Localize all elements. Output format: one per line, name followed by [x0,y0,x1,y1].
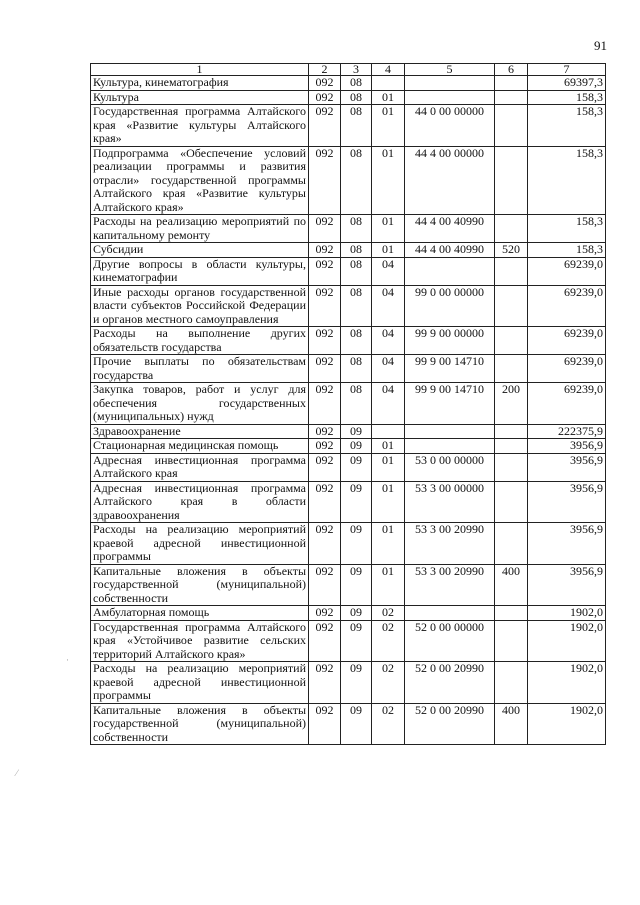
cell-amount: 69397,3 [528,76,606,91]
table-row [91,662,606,704]
cell-section-code: 08 [341,243,372,258]
scan-artifact: · [66,655,69,665]
cell-amount: 69239,0 [528,355,606,383]
cell-expense-type: 400 [495,564,528,606]
cell-expense-type [495,606,528,621]
table-row [91,383,606,425]
cell-subsection-code: 04 [372,383,405,425]
table-row [91,564,606,606]
cell-target-code [405,606,495,621]
cell-expense-type [495,76,528,91]
cell-name: Закупка товаров, работ и услуг для обеспечения государственных (муниципальных) нужд [91,383,309,425]
column-header: 5 [405,64,495,76]
table-row [91,90,606,105]
table-row [91,76,606,91]
cell-ministry-code: 092 [309,620,341,662]
cell-target-code: 99 0 00 00000 [405,285,495,327]
table-row [91,453,606,481]
cell-section-code: 09 [341,453,372,481]
cell-ministry-code: 092 [309,383,341,425]
cell-section-code: 09 [341,564,372,606]
cell-amount: 3956,9 [528,564,606,606]
cell-amount: 1902,0 [528,620,606,662]
cell-name: Другие вопросы в области культуры, кинематографии [91,257,309,285]
cell-expense-type: 400 [495,703,528,745]
cell-amount: 1902,0 [528,606,606,621]
cell-target-code: 99 9 00 14710 [405,355,495,383]
cell-expense-type [495,453,528,481]
table-row [91,243,606,258]
cell-subsection-code: 01 [372,215,405,243]
cell-expense-type [495,257,528,285]
cell-name: Государственная программа Алтайского края «Устойчивое развитие сельских территорий Алтайского края» [91,620,309,662]
cell-name: Капитальные вложения в объекты государственной (муниципальной) собственности [91,564,309,606]
column-header: 4 [372,64,405,76]
cell-expense-type [495,523,528,565]
cell-subsection-code: 02 [372,620,405,662]
table-row [91,327,606,355]
cell-subsection-code: 01 [372,564,405,606]
cell-subsection-code: 02 [372,606,405,621]
cell-expense-type [495,327,528,355]
cell-amount: 158,3 [528,105,606,147]
cell-amount: 3956,9 [528,481,606,523]
cell-name: Стационарная медицинская помощь [91,439,309,454]
column-header: 2 [309,64,341,76]
cell-amount: 69239,0 [528,383,606,425]
cell-section-code: 09 [341,620,372,662]
cell-ministry-code: 092 [309,105,341,147]
cell-ministry-code: 092 [309,564,341,606]
cell-target-code: 99 9 00 14710 [405,383,495,425]
cell-amount: 69239,0 [528,257,606,285]
cell-section-code: 08 [341,285,372,327]
cell-section-code: 08 [341,146,372,215]
cell-target-code: 52 0 00 20990 [405,662,495,704]
cell-target-code [405,439,495,454]
cell-section-code: 09 [341,424,372,439]
cell-section-code: 08 [341,90,372,105]
cell-ministry-code: 092 [309,146,341,215]
cell-amount: 69239,0 [528,327,606,355]
cell-section-code: 09 [341,439,372,454]
cell-name: Подпрограмма «Обеспечение условий реализации программы и развития отрасли» государственной программы Алтайского края «Развитие культуры Алтайского края» [91,146,309,215]
cell-section-code: 08 [341,76,372,91]
table-row [91,285,606,327]
cell-expense-type [495,424,528,439]
cell-target-code: 44 4 00 40990 [405,243,495,258]
cell-expense-type [495,90,528,105]
column-header: 6 [495,64,528,76]
cell-name: Культура, кинематография [91,76,309,91]
table-row [91,620,606,662]
cell-target-code: 44 0 00 00000 [405,105,495,147]
cell-section-code: 09 [341,523,372,565]
cell-ministry-code: 092 [309,76,341,91]
cell-amount: 3956,9 [528,523,606,565]
cell-section-code: 09 [341,703,372,745]
table-row [91,355,606,383]
cell-ministry-code: 092 [309,90,341,105]
cell-target-code: 53 3 00 20990 [405,523,495,565]
cell-name: Прочие выплаты по обязательствам государства [91,355,309,383]
cell-amount: 158,3 [528,215,606,243]
cell-subsection-code: 04 [372,355,405,383]
cell-expense-type [495,620,528,662]
cell-section-code: 09 [341,606,372,621]
cell-section-code: 08 [341,355,372,383]
cell-name: Государственная программа Алтайского края «Развитие культуры Алтайского края» [91,105,309,147]
cell-subsection-code: 02 [372,662,405,704]
cell-amount: 3956,9 [528,453,606,481]
cell-subsection-code: 04 [372,327,405,355]
column-header: 1 [91,64,309,76]
page-number: 91 [594,38,607,53]
cell-section-code: 08 [341,105,372,147]
cell-subsection-code: 04 [372,285,405,327]
cell-target-code: 52 0 00 20990 [405,703,495,745]
cell-target-code: 53 3 00 20990 [405,564,495,606]
cell-ministry-code: 092 [309,523,341,565]
cell-ministry-code: 092 [309,355,341,383]
cell-ministry-code: 092 [309,257,341,285]
cell-amount: 69239,0 [528,285,606,327]
cell-section-code: 09 [341,662,372,704]
cell-name: Здравоохранение [91,424,309,439]
cell-subsection-code: 01 [372,439,405,454]
cell-name: Амбулаторная помощь [91,606,309,621]
table-row [91,439,606,454]
cell-expense-type: 200 [495,383,528,425]
cell-section-code: 08 [341,257,372,285]
cell-section-code: 08 [341,383,372,425]
cell-target-code: 53 0 00 00000 [405,453,495,481]
cell-amount: 3956,9 [528,439,606,454]
cell-name: Капитальные вложения в объекты государственной (муниципальной) собственности [91,703,309,745]
cell-expense-type [495,355,528,383]
cell-target-code: 53 3 00 00000 [405,481,495,523]
cell-ministry-code: 092 [309,285,341,327]
cell-target-code [405,424,495,439]
cell-ministry-code: 092 [309,703,341,745]
cell-subsection-code [372,424,405,439]
cell-expense-type [495,105,528,147]
table-row [91,105,606,147]
table-row [91,523,606,565]
cell-ministry-code: 092 [309,327,341,355]
cell-ministry-code: 092 [309,606,341,621]
cell-ministry-code: 092 [309,243,341,258]
cell-subsection-code: 01 [372,523,405,565]
cell-expense-type [495,439,528,454]
cell-amount: 158,3 [528,243,606,258]
cell-target-code: 99 9 00 00000 [405,327,495,355]
cell-expense-type [495,146,528,215]
cell-ministry-code: 092 [309,662,341,704]
cell-ministry-code: 092 [309,439,341,454]
cell-name: Иные расходы органов государственной власти субъектов Российской Федерации и органов местного самоуправления [91,285,309,327]
table-row [91,146,606,215]
table-row [91,481,606,523]
table-row [91,606,606,621]
cell-name: Расходы на реализацию мероприятий по капитальному ремонту [91,215,309,243]
cell-target-code [405,257,495,285]
cell-target-code [405,90,495,105]
cell-amount: 158,3 [528,90,606,105]
column-header: 3 [341,64,372,76]
cell-name: Расходы на выполнение других обязательств государства [91,327,309,355]
cell-ministry-code: 092 [309,453,341,481]
cell-target-code: 44 4 00 00000 [405,146,495,215]
cell-ministry-code: 092 [309,481,341,523]
cell-amount: 158,3 [528,146,606,215]
cell-expense-type [495,215,528,243]
budget-table [90,63,606,745]
cell-ministry-code: 092 [309,215,341,243]
table-row [91,257,606,285]
table-row [91,703,606,745]
cell-expense-type [495,285,528,327]
cell-name: Адресная инвестиционная программа Алтайского края в области здравоохранения [91,481,309,523]
cell-name: Расходы на реализацию мероприятий краевой адресной инвестиционной программы [91,662,309,704]
cell-subsection-code: 01 [372,243,405,258]
cell-subsection-code: 01 [372,453,405,481]
cell-expense-type [495,662,528,704]
cell-subsection-code: 01 [372,90,405,105]
cell-ministry-code: 092 [309,424,341,439]
cell-target-code: 52 0 00 00000 [405,620,495,662]
cell-section-code: 08 [341,215,372,243]
cell-subsection-code: 02 [372,703,405,745]
cell-name: Расходы на реализацию мероприятий краевой адресной инвестиционной программы [91,523,309,565]
cell-subsection-code [372,76,405,91]
cell-amount: 222375,9 [528,424,606,439]
column-header: 7 [528,64,606,76]
table-row [91,424,606,439]
cell-name: Адресная инвестиционная программа Алтайского края [91,453,309,481]
cell-name: Культура [91,90,309,105]
cell-amount: 1902,0 [528,662,606,704]
cell-expense-type [495,481,528,523]
cell-section-code: 08 [341,327,372,355]
cell-expense-type: 520 [495,243,528,258]
cell-amount: 1902,0 [528,703,606,745]
cell-name: Субсидии [91,243,309,258]
cell-section-code: 09 [341,481,372,523]
cell-target-code: 44 4 00 40990 [405,215,495,243]
cell-subsection-code: 04 [372,257,405,285]
table-row [91,215,606,243]
cell-subsection-code: 01 [372,146,405,215]
cell-subsection-code: 01 [372,105,405,147]
table-header-row [91,64,606,76]
cell-target-code [405,76,495,91]
cell-subsection-code: 01 [372,481,405,523]
scan-artifact: ⁄ [16,768,18,778]
